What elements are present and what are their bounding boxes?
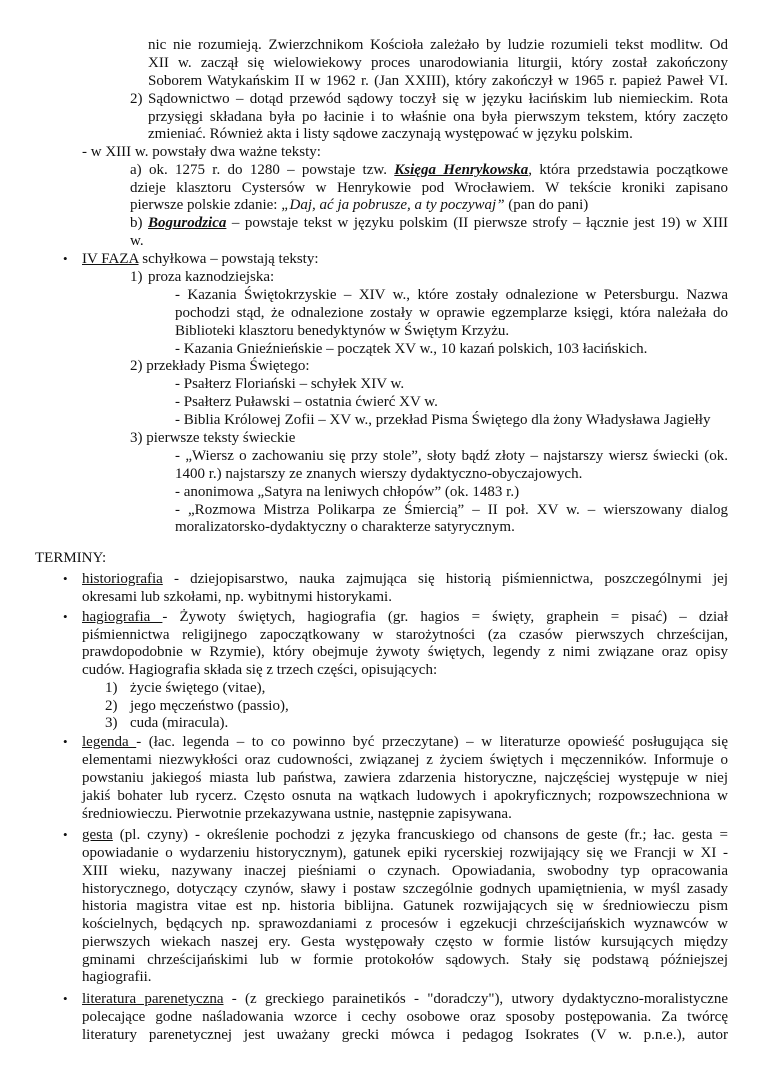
text-segment: opowiadanie o wydarzeniu historycznym), gatunek epiki rycerskiej rozwijający się we Francji w XI - <box>82 845 728 861</box>
text-line <box>175 304 728 322</box>
text-line <box>130 429 728 447</box>
text-segment: Sądownictwo – dotąd przewód sądowy toczył się w języku łacińskim lub niemieckim. Rota <box>148 91 728 107</box>
text-segment: 1400 r.) najstarszy ze znanych wierszy dydaktyczno-obyczajowych. <box>175 466 583 482</box>
text-line <box>148 54 728 72</box>
text-segment: jakiś bohater lub rycerz. Często osnuta na wątkach ludowych i apokryficznych; rozpowszechniona w <box>82 788 728 804</box>
text-line <box>148 268 728 286</box>
text-segment: 2) przekłady Pisma Świętego: <box>130 358 310 374</box>
text-line <box>82 250 728 268</box>
text-line <box>175 518 728 536</box>
text-line <box>82 862 728 880</box>
text-line <box>82 608 728 626</box>
text-segment: TERMINY: <box>35 550 107 566</box>
list-number: 2) <box>105 698 118 714</box>
list-number: 1) <box>105 680 118 696</box>
text-segment: (pan do pani) <box>504 197 589 213</box>
text-segment: historycznego, dotyczący czynów, sławy i postaw szczególnie godnych upamiętnienia, w myśl zasady <box>82 881 728 897</box>
text-line <box>82 643 728 661</box>
text-segment: zmieniać. Również akta i listy sądowe zaczynają występować w języku polskim. <box>148 126 633 142</box>
text-line <box>82 897 728 915</box>
text-segment: - dziejopisarstwo, nauka zajmująca się historią piśmiennictwa, poszczególnymi jej <box>162 571 728 587</box>
text-line <box>130 357 728 375</box>
text-segment: literatury parenetycznej jest uważany grecki mówca i pedagog Isokrates (V w. p.n.e.), autor <box>82 1027 728 1043</box>
text-segment: b) <box>130 215 149 231</box>
text-line <box>175 411 728 429</box>
text-segment: okresami lub szkołami, np. wybitnymi historykami. <box>82 589 392 605</box>
text-line <box>130 697 728 715</box>
text-segment: elementami niezwykłości oraz cudowności, związanej z życiem świętych i męczenników. Informuje o <box>82 752 728 768</box>
text-segment: XIII wieku, nazywany inaczej pieśniami o czynach. Opowiadania, swobodny typ opracowania <box>82 863 728 879</box>
text-line <box>82 143 728 161</box>
text-line <box>130 179 728 197</box>
text-segment: cuda (miracula). <box>130 715 229 731</box>
text-segment: piśmiennictwa religijnego zapoczątkowany w starożytności (za czasów pierwszych chrześcijan, <box>82 627 728 643</box>
text-segment: moralizatorsko-dydaktyczny o charakterze satyrycznym. <box>175 519 515 535</box>
list-number: 3) <box>105 715 118 731</box>
text-segment: polecające godne naśladowania wzorce i cechy osobowe oraz sposoby postępowania. Za twórcę <box>82 1009 728 1025</box>
bullet-icon: • <box>63 827 68 842</box>
text-line <box>130 679 728 697</box>
text-segment: - Kazania Gnieźnieńskie – początek XV w., 10 kazań polskich, 103 łacińskich. <box>175 341 648 357</box>
text-segment: gminami chrześcijańskimi lub w formie protokołów sądowych. Stały się podstawą późniejszej <box>82 952 728 968</box>
bullet-icon: • <box>63 251 68 266</box>
text-line <box>175 393 728 411</box>
text-line <box>130 714 728 732</box>
text-line <box>130 161 728 179</box>
text-segment: powstaniu jakiegoś miasta lub państwa, zawiera zdarzenia historyczne, najczęściej występuje w niej <box>82 770 728 786</box>
text-line <box>175 286 728 304</box>
text-line <box>82 933 728 951</box>
emphasized-title: Bogurodzica <box>148 215 227 231</box>
text-segment: historia magistra vitae est np. historia biblijna. Gatunek rozwijających się w średniowieczu pism <box>82 898 728 914</box>
term-heading: gesta <box>82 827 113 843</box>
text-line <box>148 36 728 54</box>
text-segment: - Kazania Świętokrzyskie – XIV w., które zostały odnalezione w Petersburgu. Nazwa <box>175 287 728 303</box>
emphasized-title: Księga Henrykowska <box>394 162 529 178</box>
text-segment: - Żywoty świętych, hagiografia (gr. hagios = święty, graphein = pisać) – dział <box>162 609 728 625</box>
text-segment: prawdopodobnie w Rzymie), który obejmuje żywoty świętych, legendy z nimi związane oraz opisy <box>82 644 728 660</box>
text-line <box>82 787 728 805</box>
text-segment: dzieje klasztoru Cystersów w Henrykowie pod Wrocławiem. W tekście kroniki zapisano <box>130 180 728 196</box>
text-line <box>82 968 728 986</box>
text-line <box>82 588 728 606</box>
text-line <box>35 549 728 567</box>
text-line <box>82 990 728 1008</box>
bullet-icon: • <box>63 609 68 624</box>
text-line <box>82 880 728 898</box>
text-segment: (pl. czyny) - określenie pochodzi z języka francuskiego od chansons de geste (fr.; łac. gesta = <box>112 827 728 843</box>
text-segment: hagiografii. <box>82 969 152 985</box>
text-line <box>148 90 728 108</box>
text-segment: - w XIII w. powstały dwa ważne teksty: <box>82 144 321 160</box>
text-line <box>82 844 728 862</box>
text-line <box>175 447 728 465</box>
list-number: 2) <box>130 91 143 107</box>
text-line <box>82 661 728 679</box>
text-line <box>175 465 728 483</box>
text-segment: - Psałterz Floriański – schyłek XIV w. <box>175 376 405 392</box>
term-heading: IV FAZA <box>82 251 139 267</box>
text-line <box>82 769 728 787</box>
term-heading: literatura parenetyczna <box>82 991 224 1007</box>
list-number: 1) <box>130 269 143 285</box>
text-line <box>175 375 728 393</box>
text-line <box>130 196 728 214</box>
text-segment: - (łac. legenda – to co powinno być przeczytane) – w literaturze opowieść posługująca się <box>136 734 728 750</box>
text-segment: - Psałterz Puławski – ostatnia ćwierć XV w. <box>175 394 438 410</box>
text-line <box>175 483 728 501</box>
text-line <box>82 1026 728 1044</box>
term-heading: legenda <box>82 734 137 750</box>
text-segment: Soborem Watykańskim II w 1962 r. (Jan XXIII), który zakończył w 1965 r. papież Paweł VI. <box>148 73 728 89</box>
text-segment: schyłkowa – powstają teksty: <box>138 251 319 267</box>
text-segment: pierwszych wiekach naszej ery. Gesta występowały często w formie listów kursujących między <box>82 934 728 950</box>
text-segment: - anonimowa „Satyra na leniwych chłopów” (ok. 1483 r.) <box>175 484 520 500</box>
text-line <box>130 232 728 250</box>
text-segment: nic nie rozumieją. Zwierzchnikom Kościoła zależało by ludzie rozumieli tekst modlitw. Od <box>148 37 728 53</box>
text-line <box>175 501 728 519</box>
text-segment: a) ok. 1275 r. do 1280 – powstaje tzw. <box>130 162 395 178</box>
text-segment: jego męczeństwo (passio), <box>130 698 289 714</box>
bullet-icon: • <box>63 991 68 1006</box>
text-line <box>148 125 728 143</box>
text-line <box>82 626 728 644</box>
text-line <box>175 322 728 340</box>
text-line <box>148 108 728 126</box>
text-line <box>82 826 728 844</box>
text-segment: pierwsze polskie zdanie: <box>130 197 282 213</box>
text-segment: średniowieczu. Pierwotnie przekazywana ustnie, następnie zapisywana. <box>82 806 512 822</box>
text-segment: pochodzi stąd, że odnalezione zostały w oprawie egzemplarze księgi, która należała do <box>175 305 728 321</box>
text-segment: proza kaznodziejska: <box>148 269 275 285</box>
text-segment: 3) pierwsze teksty świeckie <box>130 430 296 446</box>
bullet-icon: • <box>63 734 68 749</box>
text-segment: - „Rozmowa Mistrza Polikarpa ze Śmiercią” – II poł. XV w. – wierszowany dialog <box>175 502 728 518</box>
text-segment: życie świętego (vitae), <box>130 680 266 696</box>
text-segment: w. <box>130 233 144 249</box>
text-segment: przysięgi składana była po łacinie i to właśnie ona była pierwszym tekstem, który zaczęto <box>148 109 728 125</box>
text-line <box>175 340 728 358</box>
text-segment: cudów. Hagiografia składa się z trzech części, opisujących: <box>82 662 438 678</box>
term-heading: hagiografia <box>82 609 163 625</box>
text-line <box>82 805 728 823</box>
bullet-icon: • <box>63 571 68 586</box>
text-line <box>130 214 728 232</box>
text-line <box>82 915 728 933</box>
text-segment: - (z greckiego parainetikós - "doradczy"), utwory dydaktyczno-moralistyczne <box>223 991 728 1007</box>
text-line <box>82 570 728 588</box>
text-segment: – powstaje tekst w języku polskim (II pierwsze strofy – łącznie jest 19) w XIII <box>226 215 728 231</box>
text-line <box>82 1008 728 1026</box>
text-line <box>82 733 728 751</box>
text-segment: Biblioteki klasztoru benedyktynów w Świętym Krzyżu. <box>175 323 510 339</box>
text-segment: - „Wiersz o zachowaniu się przy stole”, słoty bądź złoty – najstarszy wiersz świecki (ok. <box>175 448 728 464</box>
text-line <box>82 751 728 769</box>
quoted-sentence: „Daj, ać ja pobrusze, a ty poczywaj” <box>281 197 505 213</box>
text-segment: , która przedstawia początkowe <box>528 162 728 178</box>
text-segment: XII w. zaczął się wielowiekowy proces unarodowiania liturgii, który został zakończony <box>148 55 728 71</box>
text-segment: - Biblia Królowej Zofii – XV w., przekład Pisma Świętego dla żony Władysława Jagiełły <box>175 412 711 428</box>
text-segment: kościelnych, będących np. sprawozdaniami z procesów i egzekucji chrześcijańskich wyznawców w <box>82 916 728 932</box>
text-line <box>82 951 728 969</box>
text-line <box>148 72 728 90</box>
term-heading: historiografia <box>82 571 163 587</box>
